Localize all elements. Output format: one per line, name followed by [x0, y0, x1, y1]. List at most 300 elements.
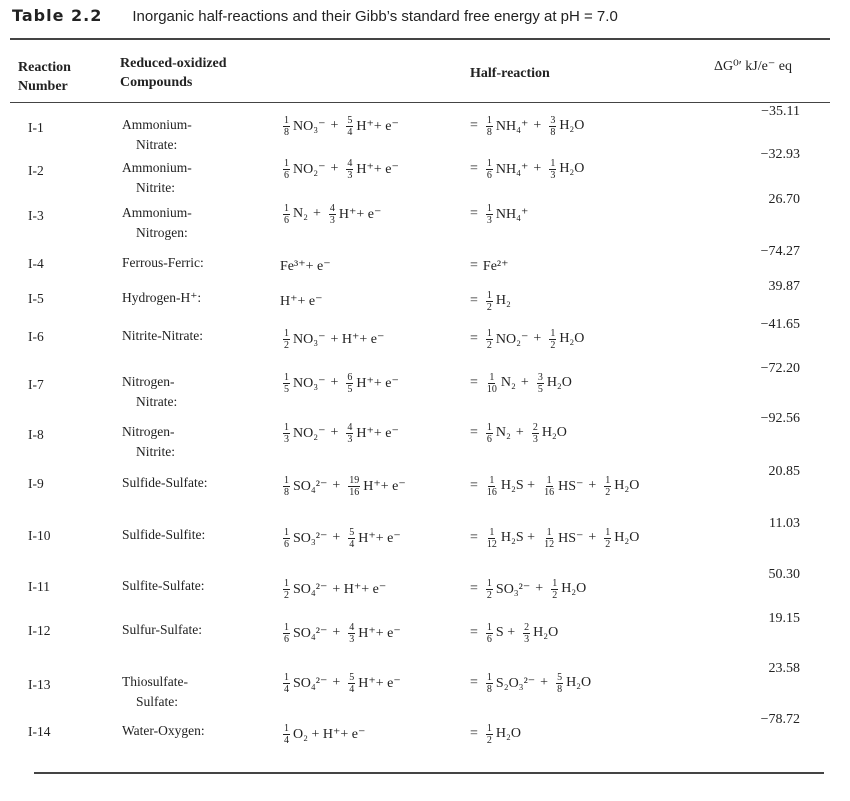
product-numerator: 1 — [546, 526, 552, 538]
compound-name — [122, 525, 205, 545]
product-numerator: 1 — [486, 577, 492, 589]
compound-name-line: Nitrogen- — [122, 374, 175, 389]
product-term: N₂ — [500, 375, 516, 390]
reaction-number: I-9 — [28, 476, 44, 491]
reactant-fraction — [346, 158, 353, 181]
reactant-numerator: 1 — [284, 202, 289, 214]
header-half-reaction: Half-reaction — [470, 66, 550, 81]
product-numerator: 1 — [489, 474, 495, 486]
product-fraction — [486, 672, 493, 695]
product-term: NH₄⁺ — [495, 206, 529, 222]
product-term: Fe²⁺ — [482, 258, 509, 274]
product-fraction — [486, 158, 493, 181]
half-reaction-reactants — [280, 519, 406, 557]
product-numerator: 1 — [486, 202, 492, 214]
compound-name — [122, 288, 201, 308]
reactant-denominator: 3 — [284, 433, 289, 445]
reactant-term: H⁺+ e⁻ — [356, 161, 399, 177]
reactant-term: H⁺+ e⁻ — [358, 625, 401, 641]
product-term: H₂S + — [500, 530, 536, 545]
delta-g-value: 50.30 — [768, 567, 800, 582]
half-reaction-reactants — [280, 320, 389, 358]
compound-name-line: Thiosulfate- — [122, 674, 188, 689]
reactant-denominator: 3 — [349, 633, 355, 645]
compound-name — [122, 253, 204, 273]
compound-name — [122, 620, 202, 640]
product-numerator: 1 — [489, 371, 495, 383]
compound-name — [122, 158, 192, 198]
header-delta-g: ΔG⁰′ kJ/e⁻ eq — [714, 59, 792, 74]
product-term: H₂O — [614, 478, 640, 493]
product-numerator: 1 — [546, 474, 552, 486]
reactant-numerator: 1 — [284, 157, 289, 169]
product-term: SO₃²⁻ — [495, 581, 531, 597]
product-denominator: 2 — [550, 339, 556, 351]
reactant-term: + — [332, 625, 341, 640]
half-reaction-products — [470, 519, 644, 557]
reactant-denominator: 4 — [349, 683, 355, 695]
top-rule — [10, 38, 830, 40]
compound-name — [122, 115, 192, 155]
product-term: = — [470, 625, 478, 640]
product-term: S + — [495, 625, 516, 640]
reactant-fraction — [348, 475, 360, 498]
reactant-denominator: 6 — [284, 633, 289, 645]
reactant-numerator: 5 — [347, 114, 353, 126]
compound-name-line: Sulfide-Sulfate: — [122, 475, 208, 490]
header-reaction-line2: Number — [18, 79, 68, 94]
reactant-fraction — [283, 115, 290, 138]
reactant-fraction — [283, 328, 290, 351]
reactant-term: N₂ — [293, 206, 308, 221]
compound-name — [122, 721, 205, 741]
product-denominator: 2 — [605, 486, 611, 498]
reactant-numerator: 4 — [347, 421, 353, 433]
compound-name-line: Ammonium- — [122, 160, 192, 175]
product-term: H₂O — [533, 625, 559, 640]
reactant-fraction — [283, 723, 290, 746]
delta-g-value: 26.70 — [768, 192, 800, 207]
product-denominator: 10 — [486, 383, 497, 395]
product-term: H₂O — [561, 581, 587, 596]
product-term: + — [533, 161, 542, 176]
header-compounds-line1: Reduced-oxidized — [120, 56, 227, 71]
product-term: + — [588, 478, 597, 493]
half-reaction-reactants — [280, 364, 404, 402]
product-fraction — [532, 422, 539, 445]
product-fraction — [486, 622, 493, 645]
reactant-fraction — [348, 672, 355, 695]
half-reaction-products — [470, 247, 514, 285]
half-reaction-reactants — [280, 570, 391, 608]
product-denominator: 3 — [486, 214, 492, 226]
reactant-denominator: 4 — [347, 126, 353, 138]
product-denominator: 5 — [537, 383, 543, 395]
reactant-term: H⁺+ e⁻ — [358, 675, 401, 691]
reaction-number: I-6 — [28, 329, 44, 344]
reactant-denominator: 3 — [347, 169, 353, 181]
reactant-term: Fe³⁺+ e⁻ — [280, 258, 331, 274]
reactant-numerator: 1 — [284, 114, 289, 126]
delta-g-value: 20.85 — [768, 464, 800, 479]
reactant-numerator: 1 — [284, 722, 289, 734]
table-caption — [12, 6, 618, 26]
delta-g-value: −78.72 — [760, 712, 800, 727]
product-term: = — [470, 161, 478, 176]
product-fraction — [549, 115, 556, 138]
product-numerator: 3 — [550, 114, 556, 126]
reactant-term: H⁺+ e⁻ — [363, 478, 406, 494]
delta-g-value: 23.58 — [768, 661, 800, 676]
product-numerator: 1 — [486, 157, 492, 169]
bottom-rule — [34, 772, 824, 774]
reactant-denominator: 2 — [284, 339, 289, 351]
reactant-denominator: 3 — [347, 433, 353, 445]
reactant-denominator: 5 — [347, 383, 353, 395]
product-numerator: 1 — [486, 621, 492, 633]
reaction-number: I-13 — [28, 677, 51, 692]
compound-name-line: Nitrogen- — [122, 424, 175, 439]
compound-name-line: Sulfur-Sulfate: — [122, 622, 202, 637]
product-denominator: 3 — [532, 433, 538, 445]
product-term: NH₄⁺ — [495, 118, 529, 134]
product-denominator: 2 — [486, 301, 492, 313]
product-term: NH₄⁺ — [495, 161, 529, 177]
product-denominator: 12 — [486, 538, 497, 550]
product-term: = — [470, 478, 478, 493]
half-reaction-reactants — [280, 614, 406, 652]
half-reaction-reactants — [280, 195, 386, 233]
reactant-term: + H⁺+ e⁻ — [332, 581, 387, 597]
reactant-fraction — [283, 578, 290, 601]
product-denominator: 2 — [486, 589, 492, 601]
reactant-numerator: 1 — [284, 474, 289, 486]
compound-name-line: Nitrite: — [136, 180, 175, 195]
product-term: H₂O — [546, 375, 572, 390]
reactant-fraction — [283, 422, 290, 445]
half-reaction-products — [470, 195, 533, 233]
half-reaction-products — [470, 414, 572, 452]
reactant-numerator: 1 — [284, 421, 289, 433]
product-term: = — [470, 118, 478, 133]
half-reaction-reactants — [280, 715, 370, 753]
reactant-term: NO₂⁻ — [293, 161, 326, 177]
product-numerator: 1 — [486, 421, 492, 433]
reactant-term: H⁺+ e⁻ — [358, 530, 401, 546]
reactant-numerator: 4 — [347, 157, 353, 169]
product-fraction — [486, 422, 493, 445]
product-numerator: 1 — [605, 474, 611, 486]
table-label: Table 2.2 — [12, 6, 103, 25]
delta-g-value: −32.93 — [760, 147, 800, 162]
product-term: = — [470, 206, 478, 221]
reactant-fraction — [348, 527, 355, 550]
half-reaction-products — [470, 320, 589, 358]
product-denominator: 8 — [486, 683, 492, 695]
product-denominator: 2 — [486, 734, 492, 746]
product-numerator: 2 — [524, 621, 530, 633]
product-fraction — [486, 115, 493, 138]
compound-name-line: Nitrate: — [136, 137, 178, 152]
product-term: = — [470, 675, 478, 690]
product-numerator: 1 — [486, 327, 492, 339]
product-numerator: 1 — [550, 327, 556, 339]
reactant-numerator: 5 — [349, 671, 355, 683]
delta-g-value: −41.65 — [760, 317, 800, 332]
half-reaction-reactants — [280, 664, 406, 702]
reactant-term: NO₂⁻ — [293, 425, 326, 441]
reactant-fraction — [283, 622, 290, 645]
product-denominator: 16 — [544, 486, 555, 498]
reactant-numerator: 1 — [284, 621, 289, 633]
reactant-numerator: 1 — [284, 577, 289, 589]
product-fraction — [486, 475, 498, 498]
product-numerator: 1 — [489, 526, 495, 538]
product-fraction — [486, 372, 498, 395]
delta-g-value: 39.87 — [768, 279, 800, 294]
product-numerator: 3 — [537, 371, 543, 383]
reactant-denominator: 5 — [284, 383, 289, 395]
reactant-denominator: 8 — [284, 486, 289, 498]
half-reaction-reactants — [280, 247, 336, 285]
product-term: + — [535, 581, 544, 596]
reactant-numerator: 4 — [329, 202, 335, 214]
product-term: H₂O — [559, 161, 585, 176]
product-numerator: 1 — [550, 157, 556, 169]
product-numerator: 1 — [486, 722, 492, 734]
reactant-numerator: 4 — [349, 621, 355, 633]
product-denominator: 3 — [550, 169, 556, 181]
product-numerator: 1 — [486, 289, 492, 301]
delta-g-value: −92.56 — [760, 411, 800, 426]
product-fraction — [604, 475, 611, 498]
reactant-fraction — [283, 672, 290, 695]
product-denominator: 8 — [486, 126, 492, 138]
product-fraction — [543, 475, 555, 498]
reactant-denominator: 6 — [284, 169, 289, 181]
reactant-numerator: 19 — [349, 474, 360, 486]
reactant-denominator: 6 — [284, 538, 289, 550]
product-fraction — [537, 372, 544, 395]
product-fraction — [486, 328, 493, 351]
compound-name-line: Sulfite-Sulfate: — [122, 578, 205, 593]
reactant-term: SO₄²⁻ — [293, 478, 328, 494]
product-term: + — [515, 425, 524, 440]
compound-name-line: Nitrite-Nitrate: — [122, 328, 203, 343]
product-fraction — [543, 527, 555, 550]
reactant-fraction — [348, 622, 355, 645]
product-term: = — [470, 331, 478, 346]
reactant-term: + — [332, 530, 341, 545]
compound-name-line: Ferrous-Ferric: — [122, 255, 204, 270]
reactant-term: NO₃⁻ — [293, 375, 326, 391]
product-denominator: 3 — [524, 633, 530, 645]
reaction-number: I-3 — [28, 208, 44, 223]
header-rule — [10, 102, 830, 103]
table-title: Inorganic half-reactions and their Gibb’s standard free energy at pH = 7.0 — [132, 8, 618, 25]
half-reaction-products — [470, 664, 596, 702]
half-reaction-reactants — [280, 414, 404, 452]
delta-g-value: −74.27 — [760, 244, 800, 259]
product-term: + — [533, 118, 542, 133]
reactant-term: H⁺+ e⁻ — [280, 293, 323, 309]
reactant-denominator: 16 — [349, 486, 360, 498]
compound-name-line: Water-Oxygen: — [122, 723, 205, 738]
reactant-term: + — [330, 161, 339, 176]
product-term: + — [588, 530, 597, 545]
delta-g-value: 11.03 — [769, 516, 800, 531]
reaction-number: I-5 — [28, 291, 44, 306]
reactant-fraction — [346, 115, 353, 138]
compound-name-line: Nitrate: — [136, 394, 178, 409]
reactant-denominator: 4 — [349, 538, 355, 550]
compound-name-line: Ammonium- — [122, 205, 192, 220]
compound-name — [122, 672, 188, 712]
product-numerator: 1 — [605, 526, 611, 538]
product-term: S₂O₃²⁻ — [495, 675, 536, 691]
product-term: H₂O — [559, 118, 585, 133]
product-term: N₂ — [495, 425, 511, 440]
product-denominator: 6 — [486, 633, 492, 645]
product-fraction — [549, 328, 556, 351]
reactant-fraction — [346, 422, 353, 445]
product-denominator: 8 — [550, 126, 556, 138]
product-denominator: 6 — [486, 169, 492, 181]
half-reaction-products — [470, 282, 516, 320]
reaction-number: I-7 — [28, 377, 44, 392]
reactant-term: NO₃⁻ — [293, 118, 326, 134]
reaction-number: I-12 — [28, 623, 51, 638]
half-reaction-reactants — [280, 282, 328, 320]
reactant-term: SO₄²⁻ — [293, 581, 328, 597]
product-fraction — [549, 158, 556, 181]
product-term: HS⁻ — [558, 530, 584, 546]
compound-name-line: Nitrite: — [136, 444, 175, 459]
half-reaction-products — [470, 570, 591, 608]
product-fraction — [486, 723, 493, 746]
product-term: H₂O — [559, 331, 585, 346]
reactant-term: + — [332, 478, 341, 493]
reactant-numerator: 1 — [284, 371, 289, 383]
product-fraction — [486, 203, 493, 226]
compound-name-line: Sulfide-Sulfite: — [122, 527, 206, 542]
delta-g-value: 19.15 — [768, 611, 800, 626]
reactant-fraction — [346, 372, 353, 395]
reactant-term: H⁺+ e⁻ — [356, 375, 399, 391]
product-term: = — [470, 530, 478, 545]
product-fraction — [556, 672, 563, 695]
reactant-term: + H⁺+ e⁻ — [330, 331, 385, 347]
half-reaction-reactants — [280, 107, 404, 145]
product-denominator: 8 — [557, 683, 563, 695]
product-term: = — [470, 425, 478, 440]
half-reaction-products — [470, 614, 563, 652]
half-reaction-reactants — [280, 150, 404, 188]
product-term: H₂S + — [500, 478, 536, 493]
product-term: = — [470, 581, 478, 596]
product-term: + — [520, 375, 529, 390]
compound-name — [122, 422, 175, 462]
product-term: = — [470, 258, 478, 273]
reactant-term: SO₄²⁻ — [293, 625, 328, 641]
reactant-numerator: 1 — [284, 327, 289, 339]
reaction-number: I-14 — [28, 724, 51, 739]
product-numerator: 1 — [486, 671, 492, 683]
product-numerator: 2 — [532, 421, 538, 433]
product-term: H₂O — [614, 530, 640, 545]
reaction-number: I-11 — [28, 579, 50, 594]
half-reaction-products — [470, 364, 577, 402]
reactant-fraction — [283, 203, 290, 226]
product-fraction — [523, 622, 530, 645]
compound-name — [122, 203, 192, 243]
product-term: = — [470, 375, 478, 390]
reactant-fraction — [283, 527, 290, 550]
product-fraction — [486, 290, 493, 313]
reactant-term: NO₃⁻ — [293, 331, 326, 347]
product-numerator: 1 — [552, 577, 558, 589]
compound-name — [122, 326, 203, 346]
reactant-term: H⁺+ e⁻ — [356, 118, 399, 134]
product-denominator: 2 — [552, 589, 558, 601]
product-fraction — [486, 578, 493, 601]
product-fraction — [486, 527, 498, 550]
reactant-term: + — [313, 206, 321, 221]
reactant-fraction — [283, 158, 290, 181]
header-reaction-line1: Reaction — [18, 60, 71, 75]
reaction-number: I-2 — [28, 163, 44, 178]
compound-name-line: Hydrogen-H⁺: — [122, 290, 202, 305]
compound-name-line: Ammonium- — [122, 117, 192, 132]
product-fraction — [551, 578, 558, 601]
half-reaction-reactants — [280, 467, 411, 505]
compound-name — [122, 372, 177, 412]
reactant-term: H⁺+ e⁻ — [338, 206, 382, 222]
product-term: = — [470, 293, 478, 308]
product-term: + — [540, 675, 549, 690]
header-reaction-number — [18, 58, 71, 96]
reactant-term: + — [332, 675, 341, 690]
reactant-numerator: 1 — [284, 671, 289, 683]
product-numerator: 5 — [557, 671, 563, 683]
product-denominator: 2 — [605, 538, 611, 550]
reactant-term: H⁺+ e⁻ — [356, 425, 399, 441]
compound-name — [122, 576, 204, 596]
product-term: H₂ — [495, 293, 511, 308]
product-term: H₂O — [566, 675, 592, 690]
product-denominator: 12 — [544, 538, 555, 550]
product-term: NO₂⁻ — [495, 331, 529, 347]
reactant-denominator: 8 — [284, 126, 289, 138]
reactant-numerator: 6 — [347, 371, 353, 383]
delta-g-value: −35.11 — [761, 104, 800, 119]
product-denominator: 6 — [486, 433, 492, 445]
half-reaction-products — [470, 150, 589, 188]
product-numerator: 1 — [486, 114, 492, 126]
half-reaction-products — [470, 467, 644, 505]
half-reaction-products — [470, 107, 589, 145]
reactant-term: + — [330, 118, 339, 133]
product-term: H₂O — [495, 726, 522, 741]
product-term: = — [470, 726, 478, 741]
reactant-numerator: 1 — [284, 526, 289, 538]
product-denominator: 2 — [486, 339, 492, 351]
reactant-fraction — [329, 203, 336, 226]
product-fraction — [604, 527, 611, 550]
reactant-term: O₂ + H⁺+ e⁻ — [293, 726, 366, 742]
delta-g-value: −72.20 — [760, 361, 800, 376]
product-denominator: 16 — [486, 486, 497, 498]
